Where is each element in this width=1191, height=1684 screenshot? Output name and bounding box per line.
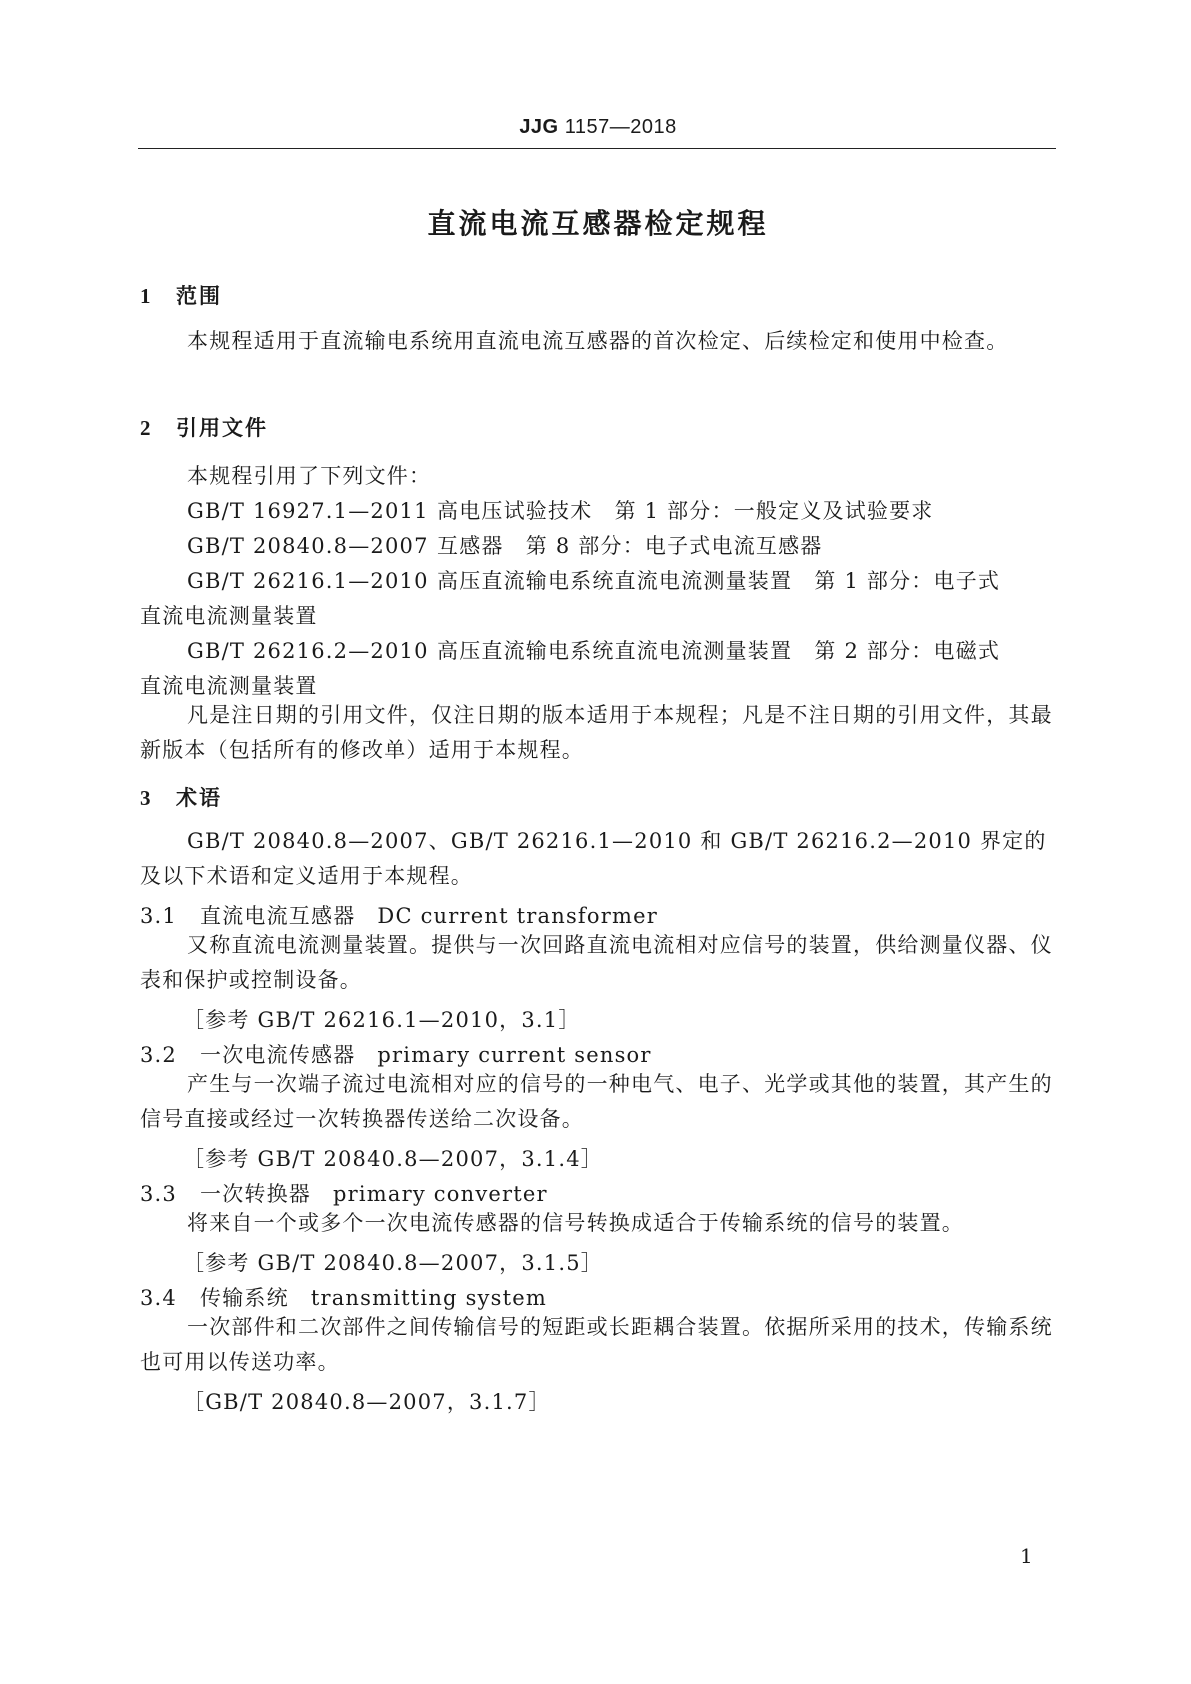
page-number: 1 (1020, 1544, 1033, 1568)
term-number: 3.4 (140, 1286, 177, 1310)
term-zh: 直流电流互感器 (200, 904, 356, 928)
term-en: DC current transformer (377, 904, 658, 928)
section-title: 范围 (176, 284, 222, 308)
term-number: 3.3 (140, 1182, 177, 1206)
section-1-heading (140, 280, 222, 310)
term-zh: 一次转换器 (200, 1182, 311, 1206)
term-reference: ［GB/T 20840.8—2007，3.1.7］ (183, 1390, 551, 1414)
term-heading (140, 900, 658, 930)
section-title: 术语 (176, 786, 222, 810)
reference-code: GB/T 16927.1—2011 (187, 499, 429, 523)
reference-title: 高压直流输电系统直流电流测量装置 第 2 部分：电磁式 (437, 639, 1001, 663)
reference-item (187, 565, 1000, 595)
section-2-heading (140, 412, 268, 442)
section-3-heading (140, 782, 222, 812)
section-number: 2 (140, 416, 153, 440)
term-en: primary current sensor (377, 1043, 652, 1067)
section-1-paragraph: 本规程适用于直流输电系统用直流电流互感器的首次检定、后续检定和使用中检查。 (187, 329, 1009, 353)
standard-number: 1157—2018 (564, 116, 677, 138)
term-zh: 一次电流传感器 (200, 1043, 356, 1067)
reference-continuation: 直流电流测量装置 (140, 604, 318, 628)
running-header (138, 116, 1058, 139)
term-reference: ［参考 GB/T 20840.8—2007，3.1.4］ (183, 1147, 603, 1171)
term-definition: 一次部件和二次部件之间传输信号的短距或长距耦合装置。依据所采用的技术，传输系统也可用以传送功率。 (140, 1315, 1053, 1374)
references-intro: 本规程引用了下列文件： (187, 464, 432, 488)
terms-intro: GB/T 20840.8—2007、GB/T 26216.1—2010 和 GB/T 26216.2—2010 界定的及以下术语和定义适用于本规程。 (140, 829, 1047, 888)
term-definition: 产生与一次端子流过电流相对应的信号的一种电气、电子、光学或其他的装置，其产生的信号直接或经过一次转换器传送给二次设备。 (140, 1072, 1053, 1131)
term-zh: 传输系统 (200, 1286, 289, 1310)
term-reference: ［参考 GB/T 26216.1—2010，3.1］ (183, 1008, 581, 1032)
document-title: 直流电流互感器检定规程 (427, 207, 769, 240)
term-number: 3.2 (140, 1043, 177, 1067)
term-en: primary converter (333, 1182, 548, 1206)
header-rule (138, 148, 1056, 149)
reference-item (187, 495, 934, 525)
reference-item (187, 530, 823, 560)
term-en: transmitting system (310, 1286, 547, 1310)
term-heading (140, 1178, 548, 1208)
section-title: 引用文件 (176, 416, 268, 440)
reference-title: 互感器 第 8 部分：电子式电流互感器 (437, 534, 823, 558)
term-heading (140, 1282, 547, 1312)
reference-continuation: 直流电流测量装置 (140, 674, 318, 698)
term-definition: 又称直流电流测量装置。提供与一次回路直流电流相对应信号的装置，供给测量仪器、仪表和保护或控制设备。 (140, 933, 1053, 992)
reference-code: GB/T 26216.2—2010 (187, 639, 429, 663)
term-heading (140, 1039, 652, 1069)
term-definition: 将来自一个或多个一次电流传感器的信号转换成适合于传输系统的信号的装置。 (187, 1211, 964, 1235)
reference-item (187, 635, 1000, 665)
reference-title: 高压直流输电系统直流电流测量装置 第 1 部分：电子式 (437, 569, 1001, 593)
reference-code: GB/T 26216.1—2010 (187, 569, 429, 593)
term-number: 3.1 (140, 904, 177, 928)
term-reference: ［参考 GB/T 20840.8—2007，3.1.5］ (183, 1251, 603, 1275)
section-number: 3 (140, 786, 153, 810)
reference-title: 高电压试验技术 第 1 部分：一般定义及试验要求 (437, 499, 934, 523)
standard-code: JJG (519, 116, 559, 138)
references-note: 凡是注日期的引用文件，仅注日期的版本适用于本规程；凡是不注日期的引用文件，其最新版本（包括所有的修改单）适用于本规程。 (140, 703, 1053, 762)
section-number: 1 (140, 284, 153, 308)
reference-code: GB/T 20840.8—2007 (187, 534, 429, 558)
